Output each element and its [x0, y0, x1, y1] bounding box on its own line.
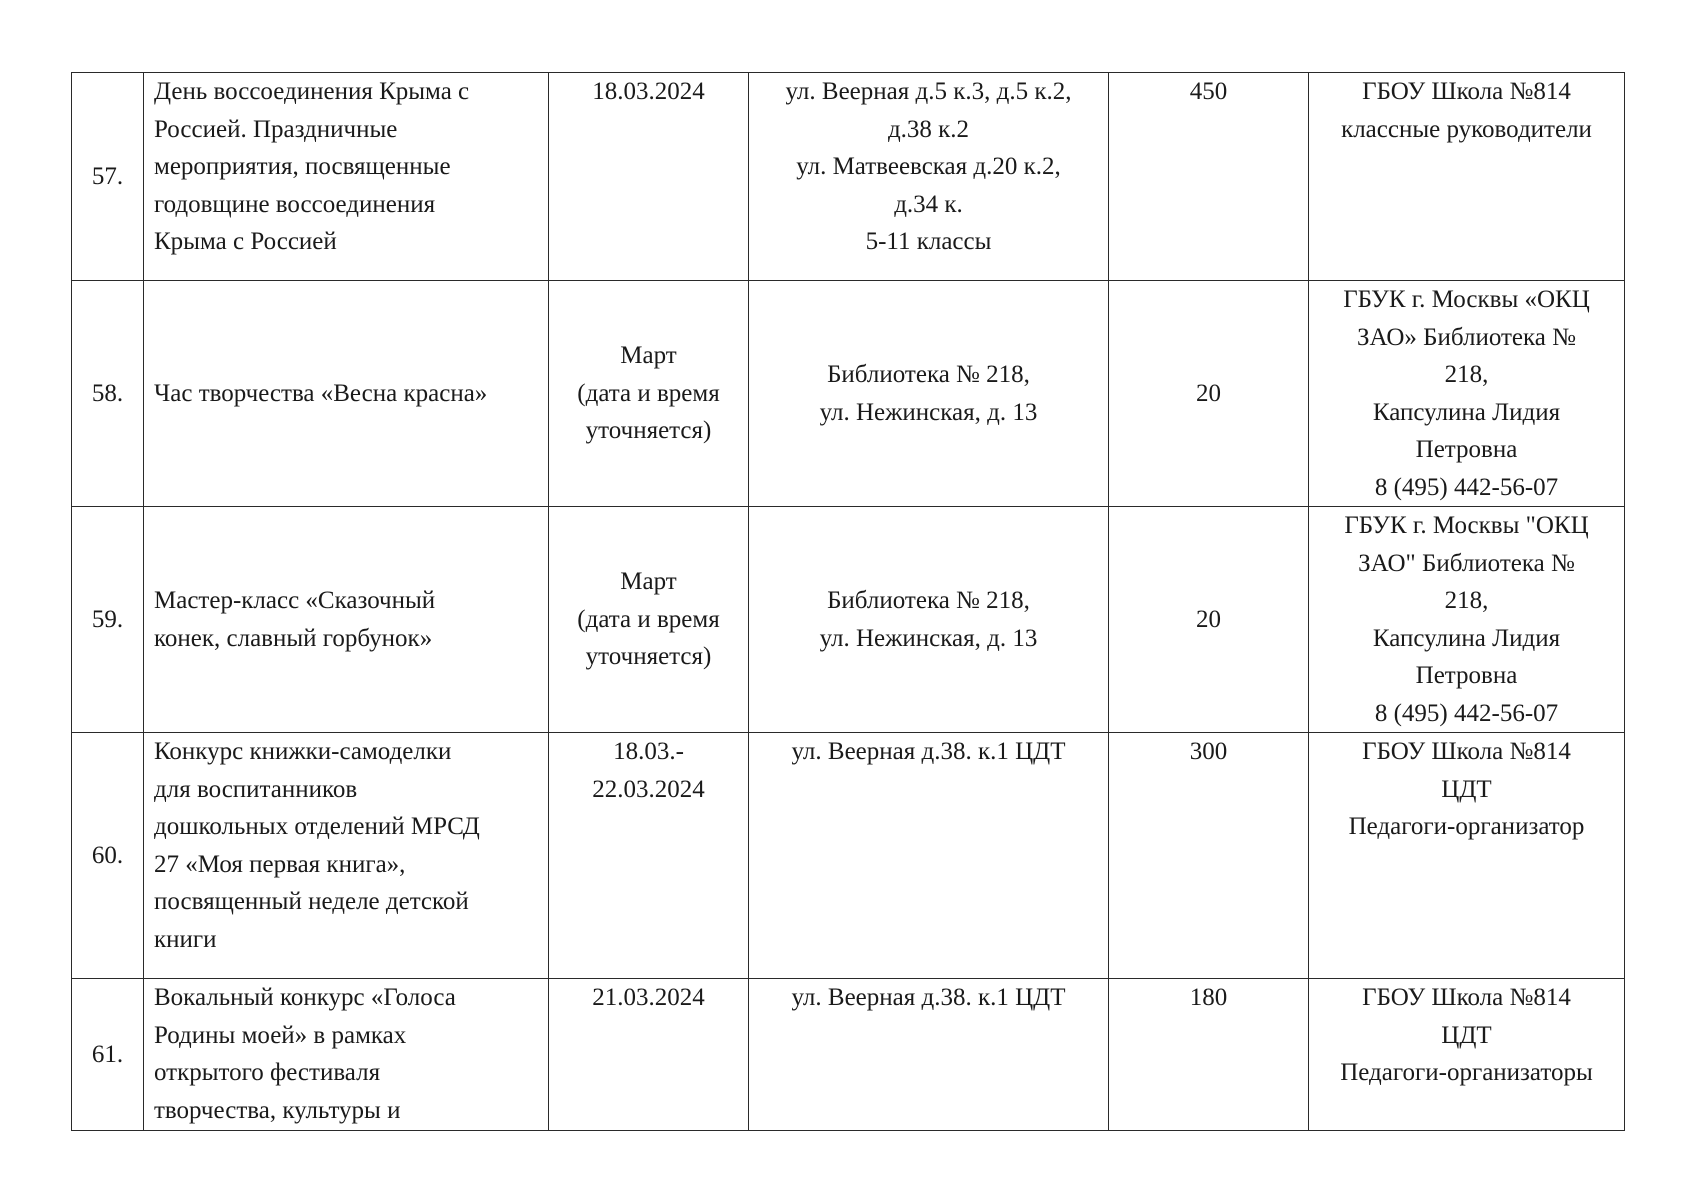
cell-text-line: 8 (495) 442-56-07 [1374, 699, 1559, 727]
cell-text-line: Педагоги-организатор [1348, 813, 1585, 840]
row-number-cell: 59. [72, 507, 144, 733]
event-place-cell [749, 73, 1109, 281]
table-row [72, 281, 1625, 507]
table-row [72, 73, 1625, 281]
cell-text-line: Капсулина Лидия [1372, 624, 1561, 652]
cell-text-line: годовщине воссоединения [154, 190, 436, 218]
row-number-cell: 58. [72, 281, 144, 507]
row-number-cell: 57. [72, 73, 144, 281]
cell-text-line: День воссоединения Крыма с [154, 78, 470, 105]
cell-text-line: ул. Веерная д.38. к.1 ЦДТ [791, 738, 1066, 765]
cell-text-line: Вокальный конкурс «Голоса [154, 984, 456, 1011]
events-table [71, 72, 1625, 1131]
participants-count-cell [1109, 979, 1309, 1131]
event-date-cell [549, 73, 749, 281]
cell-text-line: д.38 к.2 [887, 115, 970, 143]
cell-text-line: (дата и время [577, 379, 720, 407]
cell-text-line: Россией. Праздничные [154, 115, 398, 143]
cell-text-line: мероприятия, посвященные [154, 153, 451, 180]
cell-text-line: Библиотека № 218, [827, 361, 1030, 388]
event-name-cell [144, 281, 549, 507]
event-name-cell [144, 73, 549, 281]
cell-text-line: Крыма с Россией [154, 228, 337, 255]
cell-text-line: 218, [1444, 587, 1489, 614]
participants-count-cell [1109, 733, 1309, 979]
responsible-cell [1309, 733, 1625, 979]
responsible-cell [1309, 979, 1625, 1131]
cell-text-line: 180 [1189, 984, 1228, 1011]
table-row [72, 733, 1625, 979]
table-row [72, 979, 1625, 1131]
cell-text-line: ГБОУ Школа №814 [1362, 738, 1571, 765]
cell-text-line: ГБОУ Школа №814 [1362, 984, 1571, 1011]
event-date-cell [549, 507, 749, 733]
cell-text-line: Библиотека № 218, [827, 587, 1030, 614]
cell-text-line: книги [154, 925, 217, 953]
event-name-cell [144, 733, 549, 979]
cell-text-line: 450 [1189, 78, 1228, 105]
cell-text-line: дошкольных отделений МРСД [154, 813, 480, 840]
cell-text-line: ЗАО" Библиотека № [1358, 549, 1575, 577]
event-place-cell [749, 507, 1109, 733]
cell-text-line: 20 [1196, 379, 1221, 407]
responsible-cell [1309, 507, 1625, 733]
cell-text-line: 18.03.2024 [592, 78, 705, 105]
cell-text-line: ГБУК г. Москвы «ОКЦ [1343, 286, 1590, 313]
cell-text-line: уточняется) [585, 643, 712, 671]
cell-text-line: Петровна [1415, 436, 1518, 463]
cell-text-line: 22.03.2024 [592, 775, 705, 803]
cell-text-line: 218, [1444, 361, 1489, 388]
cell-text-line: ЦДТ [1441, 1021, 1492, 1049]
cell-text-line: Март [620, 342, 677, 370]
cell-text-line: Педагоги-организаторы [1340, 1059, 1593, 1086]
cell-text-line: посвященный неделе детской [154, 888, 469, 915]
cell-text-line: Капсулина Лидия [1372, 398, 1561, 426]
cell-text-line: Час творчества «Весна красна» [154, 379, 488, 407]
cell-text-line: Петровна [1415, 662, 1518, 689]
event-name-cell [144, 979, 549, 1131]
table-row [72, 507, 1625, 733]
cell-text-line: (дата и время [577, 605, 720, 633]
cell-text-line: ЦДТ [1441, 775, 1492, 803]
cell-text-line: ул. Нежинская, д. 13 [819, 398, 1038, 426]
cell-text-line: ул. Веерная д.38. к.1 ЦДТ [791, 984, 1066, 1011]
cell-text-line: д.34 к. [894, 190, 963, 218]
event-date-cell [549, 733, 749, 979]
cell-text-line: ул. Веерная д.5 к.3, д.5 к.2, [785, 78, 1072, 105]
cell-text-line: 21.03.2024 [592, 984, 705, 1011]
cell-text-line: 18.03.- [613, 738, 684, 765]
event-place-cell [749, 733, 1109, 979]
event-date-cell [549, 979, 749, 1131]
cell-text-line: классные руководители [1341, 115, 1592, 143]
cell-text-line: открытого фестиваля [154, 1059, 381, 1086]
cell-text-line: 20 [1196, 605, 1221, 633]
cell-text-line: ГБУК г. Москвы "ОКЦ [1344, 512, 1589, 539]
responsible-cell [1309, 281, 1625, 507]
cell-text-line: 27 «Моя первая книга», [154, 850, 406, 878]
cell-text-line: 8 (495) 442-56-07 [1374, 473, 1559, 501]
cell-text-line: ул. Матвеевская д.20 к.2, [796, 153, 1061, 180]
cell-text-line: уточняется) [585, 417, 712, 445]
cell-text-line: ГБОУ Школа №814 [1362, 78, 1571, 105]
responsible-cell [1309, 73, 1625, 281]
cell-text-line: Мастер-класс «Сказочный [154, 587, 436, 614]
cell-text-line: Конкурс книжки-самоделки [154, 738, 452, 765]
cell-text-line: 5-11 классы [865, 228, 992, 255]
event-place-cell [749, 281, 1109, 507]
participants-count-cell [1109, 73, 1309, 281]
event-date-cell [549, 281, 749, 507]
participants-count-cell [1109, 281, 1309, 507]
cell-text-line: для воспитанников [154, 775, 358, 803]
row-number-cell: 60. [72, 733, 144, 979]
event-name-cell [144, 507, 549, 733]
cell-text-line: ул. Нежинская, д. 13 [819, 624, 1038, 652]
cell-text-line: творчества, культуры и [154, 1096, 401, 1124]
cell-text-line: 300 [1189, 738, 1228, 765]
events-table-body [72, 73, 1625, 1131]
cell-text-line: конек, славный горбунок» [154, 624, 433, 652]
cell-text-line: ЗАО» Библиотека № [1357, 323, 1576, 351]
cell-text-line: Родины моей» в рамках [154, 1021, 407, 1049]
cell-text-line: Март [620, 568, 677, 596]
row-number-cell: 61. [72, 979, 144, 1131]
event-place-cell [749, 979, 1109, 1131]
participants-count-cell [1109, 507, 1309, 733]
